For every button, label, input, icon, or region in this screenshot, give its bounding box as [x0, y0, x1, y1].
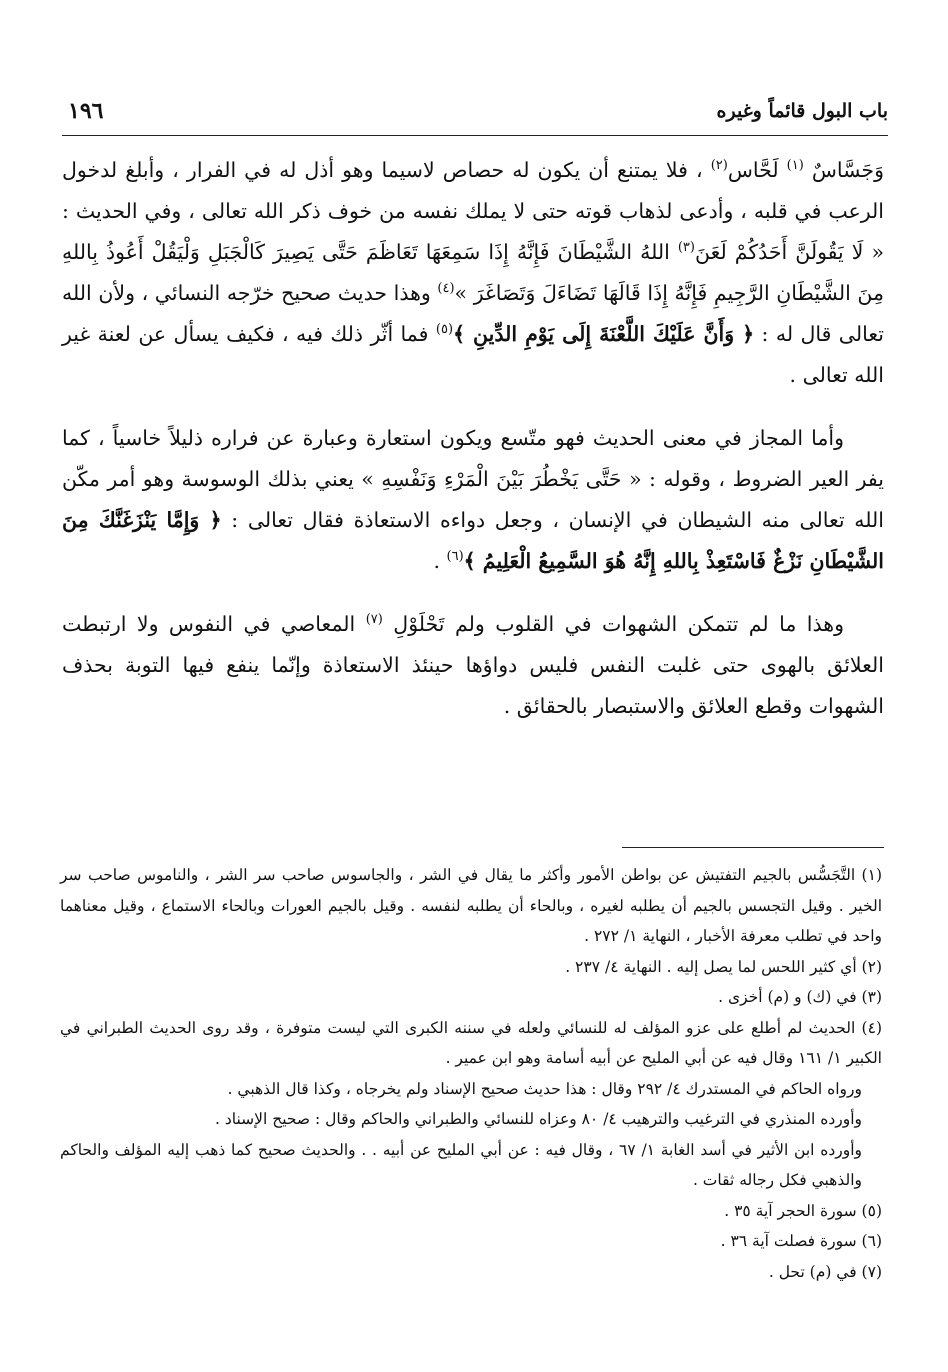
footnote-2: (٢) أي كثير اللحس لما يصل إليه . النهاية ٤/ ٢٣٧ .	[565, 957, 882, 976]
text-span: »	[454, 281, 468, 305]
paragraph-2	[62, 418, 884, 582]
running-title: باب البول قائماً وغيره	[716, 100, 888, 122]
text-span: .	[433, 549, 440, 573]
footnote-1: (١) التَّجَسُّس بالجيم التفتيش عن بواطن الأمور وأكثر ما يقال في الشر ، والجاسوس صاحب سر الشر ، والناموس صاحب سر الخير . وقيل التجسس بالجيم أن يطلبه لغيره ، وبالحاء أن يطلبه لنفسه . وقيل بالجيم العورات وبالحاء الاستماع ، وقيل معناهما واحد في تطلب معرفة الأخبار ، النهاية ١/ ٢٧٢ .	[60, 866, 882, 945]
footnote-separator	[622, 847, 884, 848]
paragraph-1	[62, 150, 884, 396]
hadith-text: اللهُ الشَّيْطَانَ فَإِنَّهُ إِذَا سَمِعَهَا تَعَاظَمَ حَتَّى يَصِيرَ كَالْجَبَلِ وَلْيَقُلْ أَعُوذُ بِاللهِ مِنَ الشَّيْطَانِ الرَّجِيمِ فَإِنَّهُ إِذَا قَالَهَا تَضَاءَلَ وَتَصَاغَرَ	[62, 240, 884, 305]
footnote-5: (٥) سورة الحجر آية ٣٥ .	[724, 1201, 882, 1220]
footnote-3: (٣) في (ك) و (م) أخزى .	[718, 988, 882, 1006]
text-span: فما أثّر ذلك فيه ، فكيف يسأل عن لعنة غير الله تعالى .	[62, 322, 884, 387]
footnote-ref-3[interactable]: (٣)	[677, 240, 695, 256]
text-span: وهذا حديث صحيح خرّجه النسائي ، ولأن الله تعالى قال له :	[62, 281, 884, 346]
footnote-6: (٦) سورة فصلت آية ٣٦ .	[720, 1232, 882, 1250]
footnote-ref-2[interactable]: (٢)	[710, 158, 728, 174]
text-span: ، فلا يمتنع أن يكون له حصاص لاسيما وهو أذل له في الفرار ، وأبلغ لدخول الرعب في قلبه ، وأدعى لذهاب قوته حتى لا يملك نفسه من خوف ذكر الله تعالى ، وفي الحديث : «	[62, 158, 884, 264]
main-text	[62, 150, 884, 727]
footnotes	[60, 860, 882, 1287]
header-rule	[62, 135, 888, 136]
text-span: وَجَسَّاسٌ	[811, 158, 884, 182]
footnote-ref-1[interactable]: (١)	[786, 158, 804, 174]
page-header	[62, 96, 888, 136]
text-span: » يعني بذلك الوسوسة وهو أمر مكّن الله تعالى منه الشيطان في الإنسان ، وجعل دواءه الاستعاذة فقال تعالى :	[62, 467, 885, 532]
hadith-text: لَا يَقُولَنَّ أَحَدُكُمْ لَعَنَ	[694, 240, 864, 264]
text-span: لَحَّاس	[727, 158, 779, 182]
footnote-ref-5[interactable]: (٥)	[435, 322, 454, 338]
quran-verse: ﴿ وَأَنَّ عَلَيْكَ اللَّعْنَةَ إِلَى يَوْمِ الدِّينِ ﴾	[453, 322, 755, 346]
footnote-7: (٧) في (م) تحل .	[768, 1262, 882, 1281]
hadith-text: حَتَّى يَخْطُرَ بَيْنَ الْمَرْءِ وَنَفْسِهِ	[381, 467, 622, 491]
text-span: وهذا ما لم تتمكن الشهوات في القلوب ولم تَحْلَوْلِ	[393, 612, 844, 636]
page-number: ١٩٦	[68, 98, 104, 124]
quran-verse: ﴿ وَإِمَّا يَنْزَغَنَّكَ مِنَ الشَّيْطَانِ نَزْغٌ فَاسْتَعِذْ بِاللهِ إِنَّهُ هُوَ السَّمِيعُ الْعَلِيمُ ﴾	[62, 508, 884, 573]
text-span: وأما المجاز في معنى الحديث فهو متّسع ويكون استعارة وعبارة عن فراره ذليلاً خاسياً ، كما يفر العير الضروط ، وقوله : «	[62, 426, 884, 491]
footnote-4-continued: وأورده ابن الأثير في أسد الغابة ١/ ٦٧ ، وقال فيه : عن أبي المليح عن أبيه . . والحديث صحيح كما ذهب إليه المؤلف والحاكم والذهبي فكل رجاله ثقات .	[60, 1140, 863, 1189]
footnote-ref-6[interactable]: (٦)	[446, 549, 464, 565]
footnote-4-continued: ورواه الحاكم في المستدرك ٤/ ٢٩٢ وقال : هذا حديث صحيح الإسناد ولم يخرجاه ، وكذا قال الذهبي .	[227, 1079, 862, 1098]
footnote-4: (٤) الحديث لم أطلع على عزو المؤلف له للنسائي ولعله في سننه الكبرى التي ليست متوفرة ، وقد روى الحديث الطبراني في الكبير ١/ ١٦١ وقال فيه عن أبي المليح عن أبيه أسامة وهو ابن عمير .	[60, 1018, 882, 1067]
text-span: المعاصي في النفوس ولا ارتبطت العلائق بالهوى حتى غلبت النفس فليس دواؤها حينئذ الاستعاذة وإنّما ينفع فيها التوبة بحذف الشهوات وقطع العلائق والاستبصار بالحقائق .	[62, 612, 884, 718]
footnote-4-continued: وأورده المنذري في الترغيب والترهيب ٤/ ٨٠ وعزاه للنسائي والطبراني والحاكم وقال : صحيح الإسناد .	[214, 1110, 862, 1128]
footnote-ref-4[interactable]: (٤)	[437, 281, 455, 297]
footnote-ref-7[interactable]: (٧)	[365, 612, 383, 628]
paragraph-3	[62, 604, 884, 727]
